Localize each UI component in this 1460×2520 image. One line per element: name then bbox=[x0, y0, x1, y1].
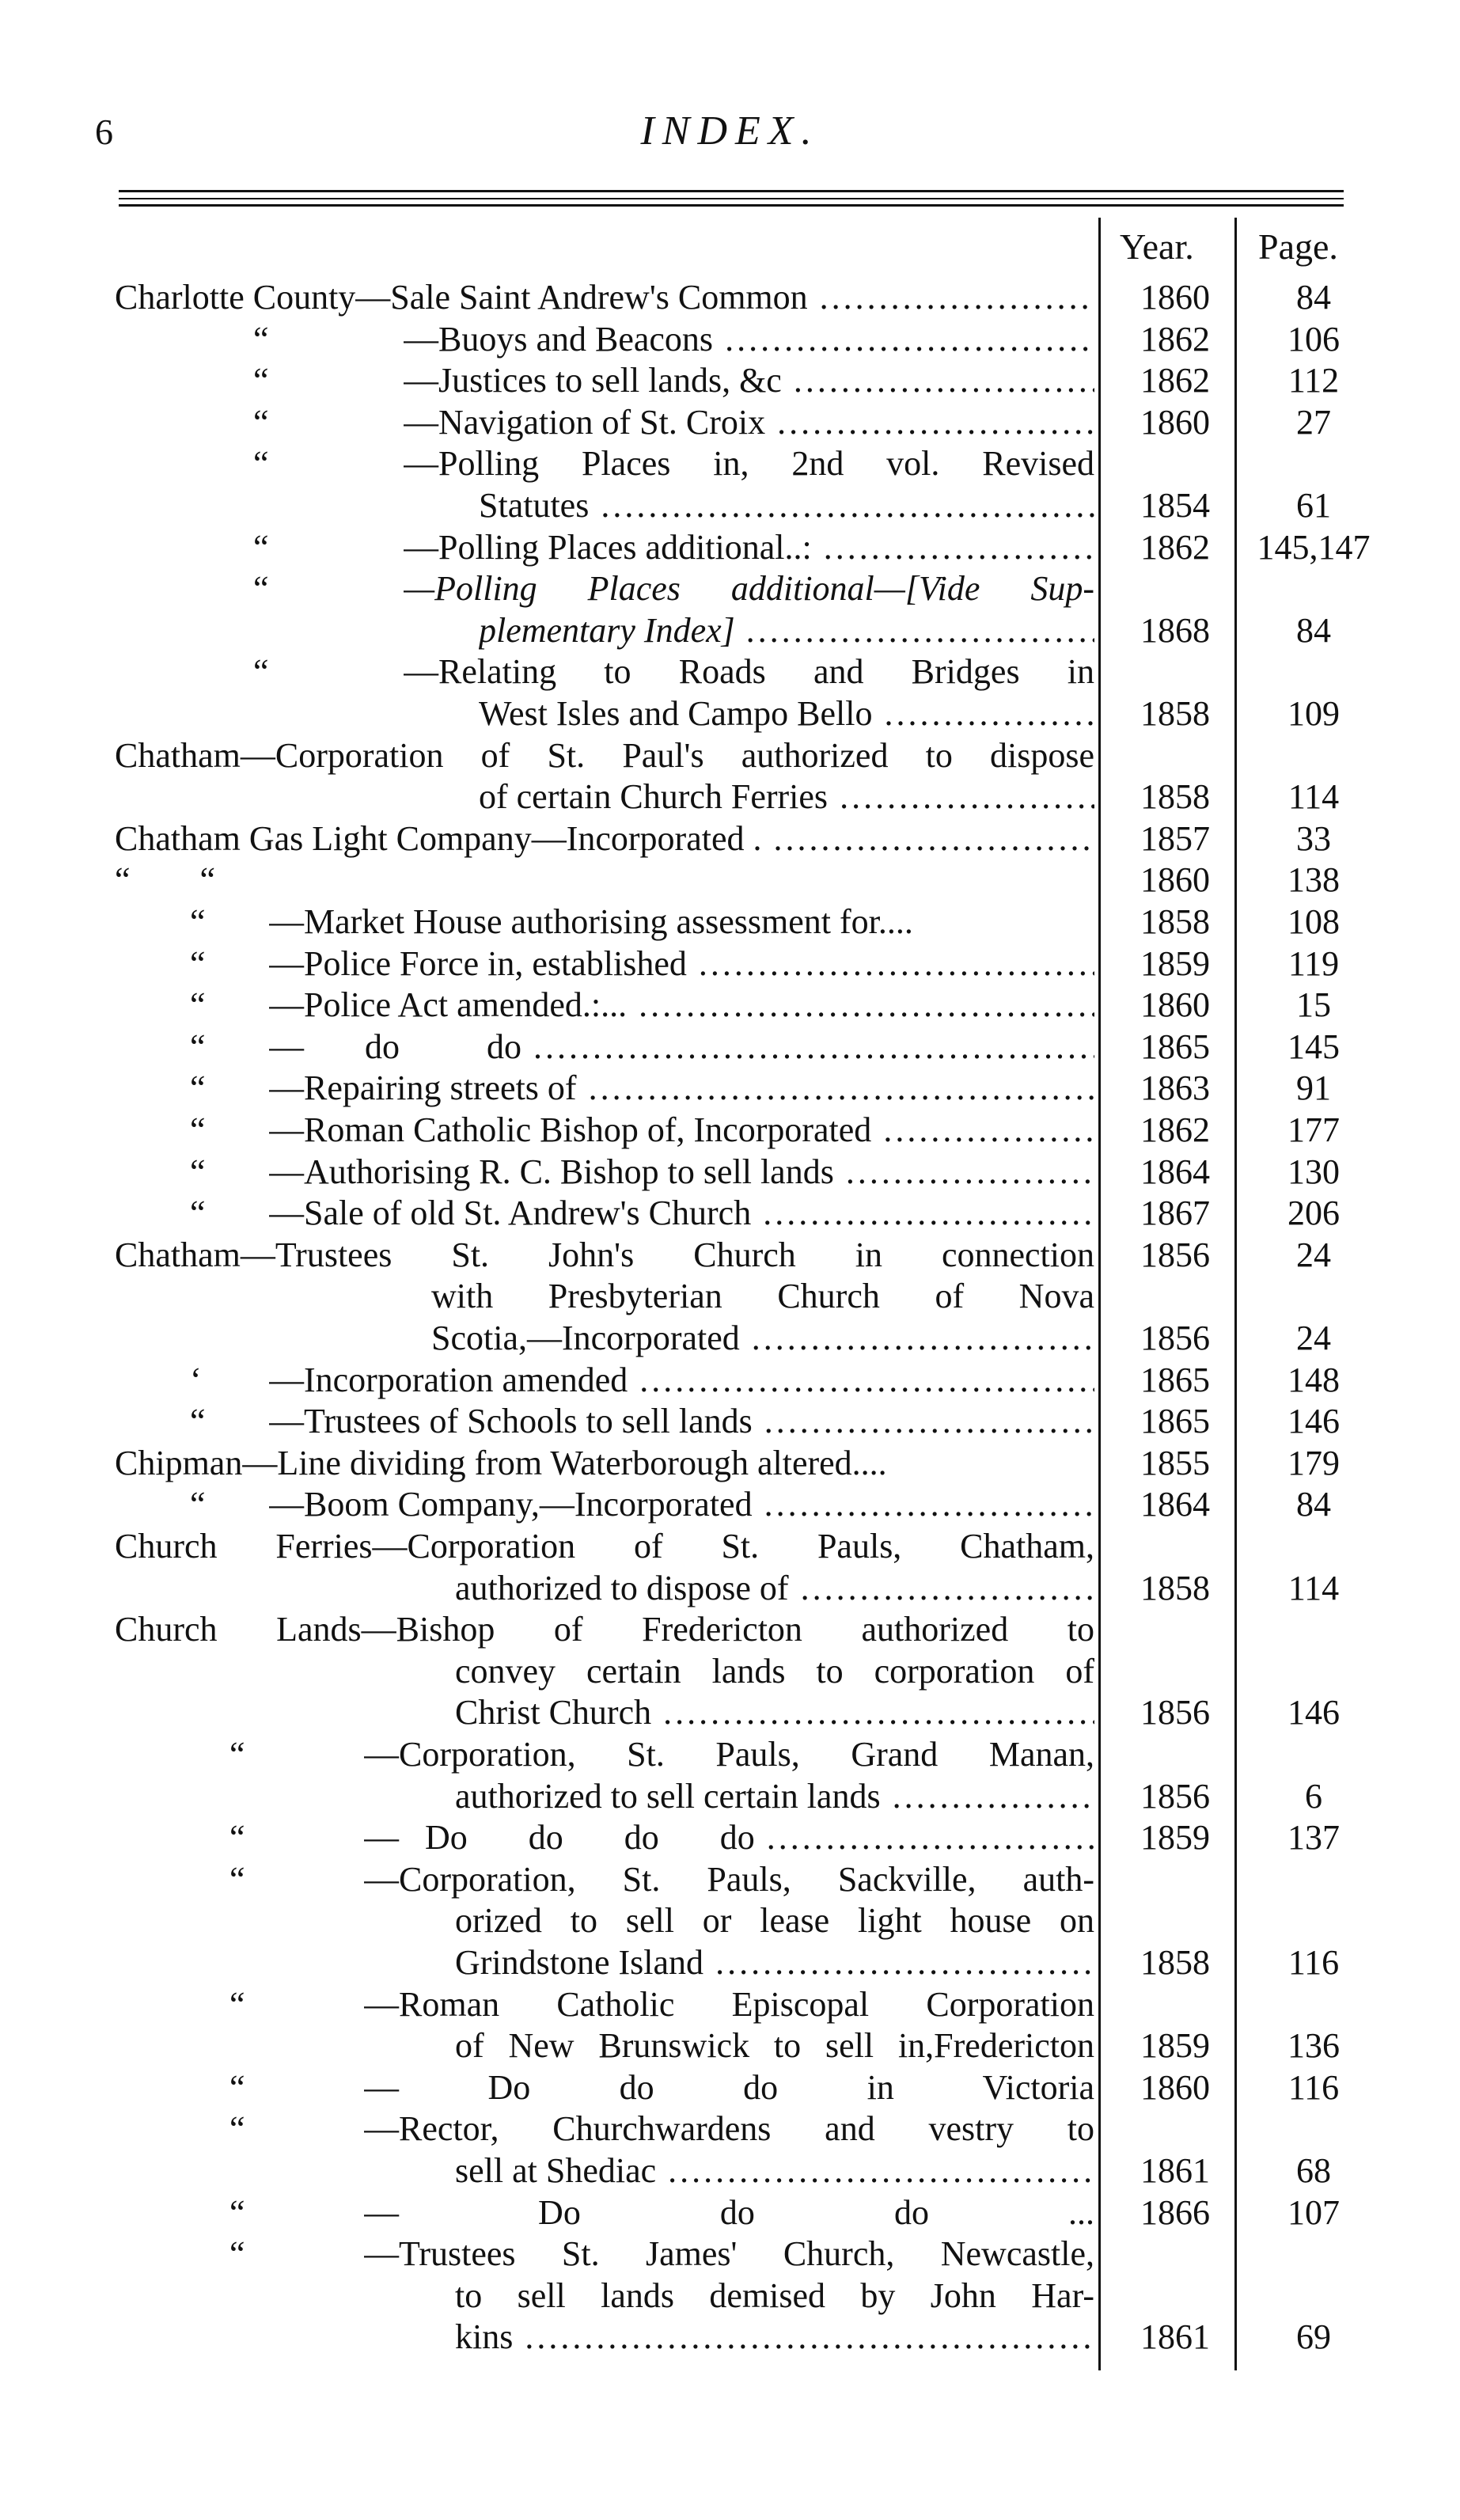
entry-page: 137 bbox=[1287, 1818, 1340, 1858]
index-row bbox=[0, 2150, 1460, 2192]
index-row bbox=[0, 1193, 1460, 1234]
entry-year: 1862 bbox=[1140, 527, 1210, 567]
ditto-mark: “ bbox=[253, 361, 269, 400]
ditto-mark: “ bbox=[190, 985, 206, 1025]
entry-text: Church Lands—Bishop of Fredericton authorized to bbox=[115, 1610, 1094, 1649]
entry-text: —Polling Places additional..: ..... bbox=[404, 527, 1094, 568]
entry-page: 84 bbox=[1296, 278, 1331, 317]
index-row bbox=[0, 1984, 1460, 2025]
entry-year: 1868 bbox=[1140, 610, 1210, 650]
entry-page: 145,147 bbox=[1257, 527, 1371, 567]
entry-page: 112 bbox=[1287, 361, 1340, 400]
entry-text: —Sale of old St. Andrew's Church ..... bbox=[269, 1193, 1094, 1234]
entry-text: authorized to dispose of ..... bbox=[455, 1568, 1094, 1609]
ditto-mark: “ bbox=[190, 943, 206, 983]
entry-year: 1865 bbox=[1140, 1402, 1210, 1441]
index-row bbox=[0, 485, 1460, 526]
index-row bbox=[0, 2275, 1460, 2317]
index-row bbox=[0, 1568, 1460, 1609]
entry-text: —Incorporation amended ..... bbox=[269, 1360, 1094, 1401]
entry-text: —Trustees of Schools to sell lands ..... bbox=[269, 1401, 1094, 1442]
entry-page: 116 bbox=[1287, 1943, 1340, 1982]
entry-year: 1862 bbox=[1140, 319, 1210, 359]
page-title: INDEX. bbox=[640, 108, 820, 154]
entry-text: —Authorising R. C. Bishop to sell lands ..... bbox=[269, 1152, 1094, 1193]
entry-text: — Do do do ... bbox=[364, 2192, 1094, 2232]
ditto-mark: “ bbox=[190, 902, 206, 941]
entry-text: —Police Act amended.:... ..... bbox=[269, 985, 1094, 1026]
entry-page: 146 bbox=[1287, 1402, 1340, 1441]
entry-page: 109 bbox=[1287, 694, 1340, 733]
entry-text: —Boom Company,—Incorporated ..... bbox=[269, 1484, 1094, 1525]
entry-text: Chatham—Trustees St. John's Church in connection bbox=[115, 1235, 1094, 1274]
entry-text: —Roman Catholic Episcopal Corporation bbox=[364, 1984, 1094, 2024]
ditto-mark: “ bbox=[190, 1194, 206, 1233]
entry-page: 130 bbox=[1287, 1152, 1340, 1191]
index-row bbox=[0, 651, 1460, 693]
entry-text: Chatham—Corporation of St. Paul's authorized to dispose bbox=[115, 735, 1094, 775]
index-row bbox=[0, 1484, 1460, 1525]
index-row bbox=[0, 818, 1460, 860]
index-row bbox=[0, 527, 1460, 568]
entry-year: 1860 bbox=[1140, 860, 1210, 900]
ditto-mark: “ bbox=[190, 1068, 206, 1108]
entry-text: orized to sell or lease light house on bbox=[455, 1901, 1094, 1941]
entry-page: 116 bbox=[1287, 2067, 1340, 2107]
index-row bbox=[0, 2192, 1460, 2233]
index-row bbox=[0, 610, 1460, 651]
entry-year: 1858 bbox=[1140, 902, 1210, 941]
entry-text: —Police Force in, established ..... bbox=[269, 943, 1094, 985]
index-row bbox=[0, 2233, 1460, 2275]
ditto-mark: “ bbox=[190, 1485, 206, 1524]
index-row bbox=[0, 2108, 1460, 2150]
entry-year: 1856 bbox=[1140, 1319, 1210, 1357]
ditto-mark: “ bbox=[229, 2109, 245, 2149]
entry-page: 114 bbox=[1287, 1568, 1340, 1607]
entry-page: 84 bbox=[1296, 1485, 1331, 1524]
top-rule-2 bbox=[119, 198, 1344, 199]
entry-year: 1861 bbox=[1140, 2151, 1210, 2190]
entry-year: 1856 bbox=[1140, 1235, 1210, 1274]
entry-page: 24 bbox=[1296, 1319, 1331, 1357]
index-row bbox=[0, 776, 1460, 818]
entry-year: 1860 bbox=[1140, 985, 1210, 1025]
entry-text: Chipman—Line dividing from Waterborough altered.... bbox=[115, 1443, 887, 1482]
entry-page: 179 bbox=[1287, 1443, 1340, 1482]
entry-text: —Polling Places additional—[Vide Sup- bbox=[404, 569, 1094, 609]
ditto-mark: “ bbox=[229, 1735, 245, 1774]
entry-year: 1860 bbox=[1140, 402, 1210, 442]
ditto-mark: “ bbox=[190, 1110, 206, 1149]
entry-page: 15 bbox=[1296, 985, 1331, 1025]
entry-text: to sell lands demised by John Har- bbox=[455, 2275, 1094, 2315]
entry-text: Scotia,—Incorporated ..... bbox=[431, 1318, 1094, 1359]
entry-text: with Presbyterian Church of Nova bbox=[431, 1277, 1094, 1316]
ditto-mark: “ bbox=[190, 1402, 206, 1441]
entry-text: —Navigation of St. Croix ..... bbox=[404, 402, 1094, 443]
entry-year: 1859 bbox=[1140, 943, 1210, 983]
entry-text: Charlotte County—Sale Saint Andrew's Common ..... bbox=[115, 277, 1094, 318]
index-row bbox=[0, 901, 1460, 943]
ditto-mark: “ bbox=[229, 2067, 245, 2107]
entry-text: —Relating to Roads and Bridges in bbox=[404, 652, 1094, 692]
entry-year: 1862 bbox=[1140, 361, 1210, 400]
entry-year: 1858 bbox=[1140, 777, 1210, 817]
entry-page: 108 bbox=[1287, 902, 1340, 941]
ditto-mark: ‘ bbox=[190, 1360, 202, 1399]
index-row bbox=[0, 1152, 1460, 1193]
index-row bbox=[0, 1526, 1460, 1567]
index-row bbox=[0, 1900, 1460, 1941]
entry-text: — Do do do do ..... bbox=[364, 1817, 1094, 1858]
entry-year: 1856 bbox=[1140, 1693, 1210, 1732]
ditto-mark: “ bbox=[253, 569, 269, 609]
index-row bbox=[0, 2317, 1460, 2358]
entry-page: 6 bbox=[1305, 1776, 1322, 1816]
entry-text: —Trustees St. James' Church, Newcastle, bbox=[364, 2234, 1094, 2274]
entry-year: 1864 bbox=[1140, 1485, 1210, 1524]
entry-year: 1857 bbox=[1140, 818, 1210, 858]
entry-text: convey certain lands to corporation of bbox=[455, 1651, 1094, 1691]
entry-year: 1859 bbox=[1140, 2026, 1210, 2066]
ditto-mark: “ bbox=[229, 1984, 245, 2024]
entry-page: 69 bbox=[1296, 2317, 1331, 2357]
entry-page: 107 bbox=[1287, 2192, 1340, 2232]
entry-year: 1854 bbox=[1140, 486, 1210, 525]
entry-text: Statutes ..... bbox=[479, 485, 1094, 526]
index-row bbox=[0, 1318, 1460, 1359]
ditto-mark: “ bbox=[190, 1027, 206, 1066]
entry-text: — Do do do in Victoria bbox=[364, 2067, 1094, 2107]
entry-page: 206 bbox=[1287, 1194, 1340, 1233]
entry-year: 1864 bbox=[1140, 1152, 1210, 1191]
year-header: Year. bbox=[1120, 226, 1194, 267]
entry-text: —Corporation, St. Pauls, Sackville, auth- bbox=[364, 1859, 1094, 1899]
entry-year: 1867 bbox=[1140, 1194, 1210, 1233]
index-row bbox=[0, 1401, 1460, 1442]
index-row bbox=[0, 1027, 1460, 1068]
entry-page: 84 bbox=[1296, 610, 1331, 650]
entry-year: 1860 bbox=[1140, 2067, 1210, 2107]
index-row bbox=[0, 2025, 1460, 2066]
entry-year: 1858 bbox=[1140, 694, 1210, 733]
ditto-mark: “ bbox=[253, 652, 269, 692]
entry-text: Chatham Gas Light Company—Incorporated . ..... bbox=[115, 818, 1094, 860]
page-number: 6 bbox=[95, 112, 113, 152]
entry-year: 1866 bbox=[1140, 2192, 1210, 2232]
entry-text: West Isles and Campo Bello ..... bbox=[479, 693, 1094, 734]
index-row bbox=[0, 1776, 1460, 1817]
index-row bbox=[0, 985, 1460, 1026]
index-row bbox=[0, 360, 1460, 401]
entry-page: 138 bbox=[1287, 860, 1340, 900]
entry-text: “ “ bbox=[115, 860, 216, 900]
entry-page: 146 bbox=[1287, 1693, 1340, 1732]
entry-text: of New Brunswick to sell in,Fredericton bbox=[455, 2026, 1094, 2066]
entry-year: 1862 bbox=[1140, 1110, 1210, 1149]
entry-text: — do do ..... bbox=[269, 1027, 1094, 1068]
entry-text: —Rector, Churchwardens and vestry to bbox=[364, 2109, 1094, 2149]
entry-text: sell at Shediac ..... bbox=[455, 2150, 1094, 2192]
entry-text: Grindstone Island ..... bbox=[455, 1942, 1094, 1983]
entry-year: 1865 bbox=[1140, 1360, 1210, 1399]
ditto-mark: “ bbox=[229, 2234, 245, 2274]
entry-page: 145 bbox=[1287, 1027, 1340, 1066]
index-row bbox=[0, 1360, 1460, 1401]
entry-text: —Roman Catholic Bishop of, Incorporated ..... bbox=[269, 1110, 1094, 1151]
top-rule bbox=[119, 190, 1344, 192]
entry-text: of certain Church Ferries ..... bbox=[479, 776, 1094, 818]
entry-page: 24 bbox=[1296, 1235, 1331, 1274]
entry-page: 91 bbox=[1296, 1068, 1331, 1108]
index-row bbox=[0, 1443, 1460, 1484]
index-row bbox=[0, 1609, 1460, 1650]
index-row bbox=[0, 1110, 1460, 1151]
index-row bbox=[0, 319, 1460, 360]
entry-year: 1859 bbox=[1140, 1818, 1210, 1858]
index-row bbox=[0, 1235, 1460, 1276]
entry-page: 106 bbox=[1287, 319, 1340, 359]
index-row bbox=[0, 1942, 1460, 1983]
ditto-mark: “ bbox=[229, 1818, 245, 1858]
index-row bbox=[0, 735, 1460, 776]
entry-text: —Justices to sell lands, &c ..... bbox=[404, 360, 1094, 401]
ditto-mark: “ bbox=[253, 444, 269, 484]
index-row bbox=[0, 1859, 1460, 1900]
index-row bbox=[0, 443, 1460, 484]
index-row bbox=[0, 1817, 1460, 1858]
entry-page: 27 bbox=[1296, 402, 1331, 442]
entry-year: 1855 bbox=[1140, 1443, 1210, 1482]
entry-text: —Repairing streets of ..... bbox=[269, 1068, 1094, 1109]
entry-text: —Corporation, St. Pauls, Grand Manan, bbox=[364, 1735, 1094, 1774]
entry-text: plementary Index] ..... bbox=[479, 610, 1094, 651]
index-row bbox=[0, 277, 1460, 318]
entry-page: 61 bbox=[1296, 486, 1331, 525]
entry-year: 1856 bbox=[1140, 1776, 1210, 1816]
entry-year: 1861 bbox=[1140, 2317, 1210, 2357]
entry-year: 1865 bbox=[1140, 1027, 1210, 1066]
entry-text: —Market House authorising assessment for.... bbox=[269, 902, 913, 941]
top-rule-3 bbox=[119, 204, 1344, 207]
entry-page: 33 bbox=[1296, 818, 1331, 858]
entry-text: kins ..... bbox=[455, 2317, 1094, 2358]
entry-text: —Polling Places in, 2nd vol. Revised bbox=[404, 444, 1094, 484]
index-row bbox=[0, 943, 1460, 985]
ditto-mark: “ bbox=[253, 402, 269, 442]
entry-year: 1858 bbox=[1140, 1568, 1210, 1607]
entry-year: 1863 bbox=[1140, 1068, 1210, 1108]
page-header: Page. bbox=[1258, 226, 1338, 267]
entry-page: 136 bbox=[1287, 2026, 1340, 2066]
index-row bbox=[0, 568, 1460, 609]
ditto-mark: “ bbox=[229, 2192, 245, 2232]
ditto-mark: “ bbox=[253, 319, 269, 359]
entry-year: 1858 bbox=[1140, 1943, 1210, 1982]
entry-year: 1860 bbox=[1140, 278, 1210, 317]
index-row bbox=[0, 860, 1460, 901]
ditto-mark: “ bbox=[229, 1859, 245, 1899]
ditto-mark: “ bbox=[253, 527, 269, 567]
entry-text: Christ Church ..... bbox=[455, 1692, 1094, 1733]
index-row bbox=[0, 693, 1460, 734]
entry-page: 119 bbox=[1287, 943, 1340, 983]
entry-page: 114 bbox=[1287, 777, 1340, 817]
entry-page: 68 bbox=[1296, 2151, 1331, 2190]
entry-text: —Buoys and Beacons ..... bbox=[404, 319, 1094, 360]
entry-text: Church Ferries—Corporation of St. Pauls, Chatham, bbox=[115, 1527, 1094, 1566]
index-row bbox=[0, 402, 1460, 443]
index-row bbox=[0, 2067, 1460, 2108]
entry-text: authorized to sell certain lands ..... bbox=[455, 1776, 1094, 1817]
entry-page: 177 bbox=[1287, 1110, 1340, 1149]
index-row bbox=[0, 1651, 1460, 1692]
entry-page: 148 bbox=[1287, 1360, 1340, 1399]
index-row bbox=[0, 1692, 1460, 1733]
index-row bbox=[0, 1734, 1460, 1775]
index-row bbox=[0, 1276, 1460, 1317]
ditto-mark: “ bbox=[190, 1152, 206, 1191]
index-row bbox=[0, 1068, 1460, 1109]
